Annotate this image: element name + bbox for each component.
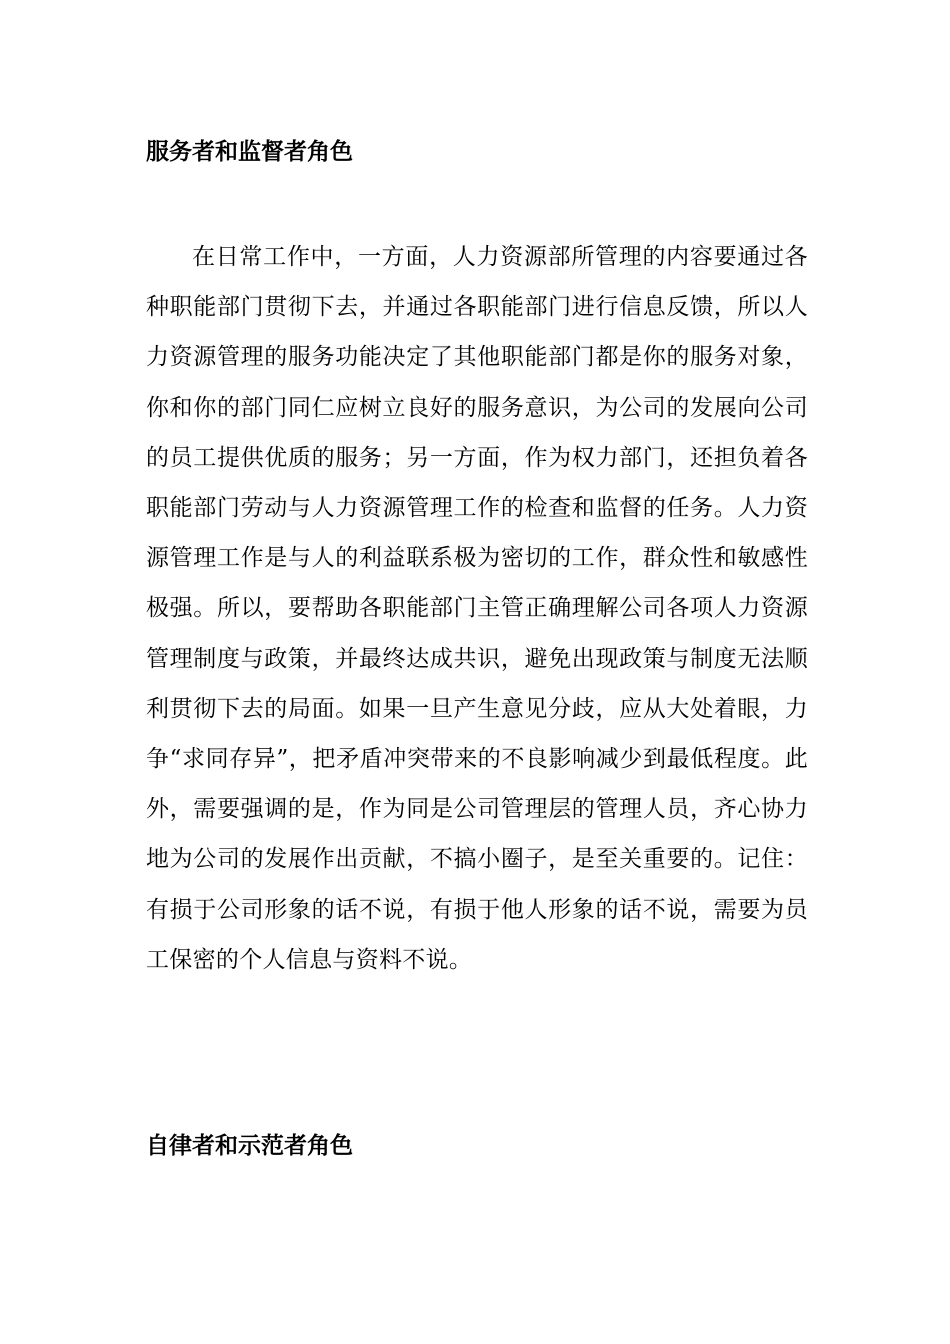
section-heading-self-discipline-example: 自律者和示范者角色	[146, 1132, 353, 1159]
section-paragraph-service-supervisor: 在日常工作中，一方面，人力资源部所管理的内容要通过各种职能部门贯彻下去，并通过各职能部门进行信息反馈，所以人力资源管理的服务功能决定了其他职能部门都是你的服务对象，你和你的部门同仁应树立良好的服务意识，为公司的发展向公司的员工提供优质的服务；另一方面，作为权力部门，还担负着各职能部门劳动与人力资源管理工作的检查和监督的任务。人力资源管理工作是与人的利益联系极为密切的工作，群众性和敏感性极强。所以，要帮助各职能部门主管正确理解公司各项人力资源管理制度与政策，并最终达成共识，避免出现政策与制度无法顺利贯彻下去的局面。如果一旦产生意见分歧，应从大处着眼，力争“求同存异”，把矛盾冲突带来的不良影响减少到最低程度。此外，需要强调的是，作为同是公司管理层的管理人员，齐心协力地为公司的发展作出贡献，不搞小圈子，是至关重要的。记住：有损于公司形象的话不说，有损于他人形象的话不说，需要为员工保密的个人信息与资料不说。	[146, 244, 808, 973]
section-heading-service-supervisor: 服务者和监督者角色	[146, 138, 353, 165]
